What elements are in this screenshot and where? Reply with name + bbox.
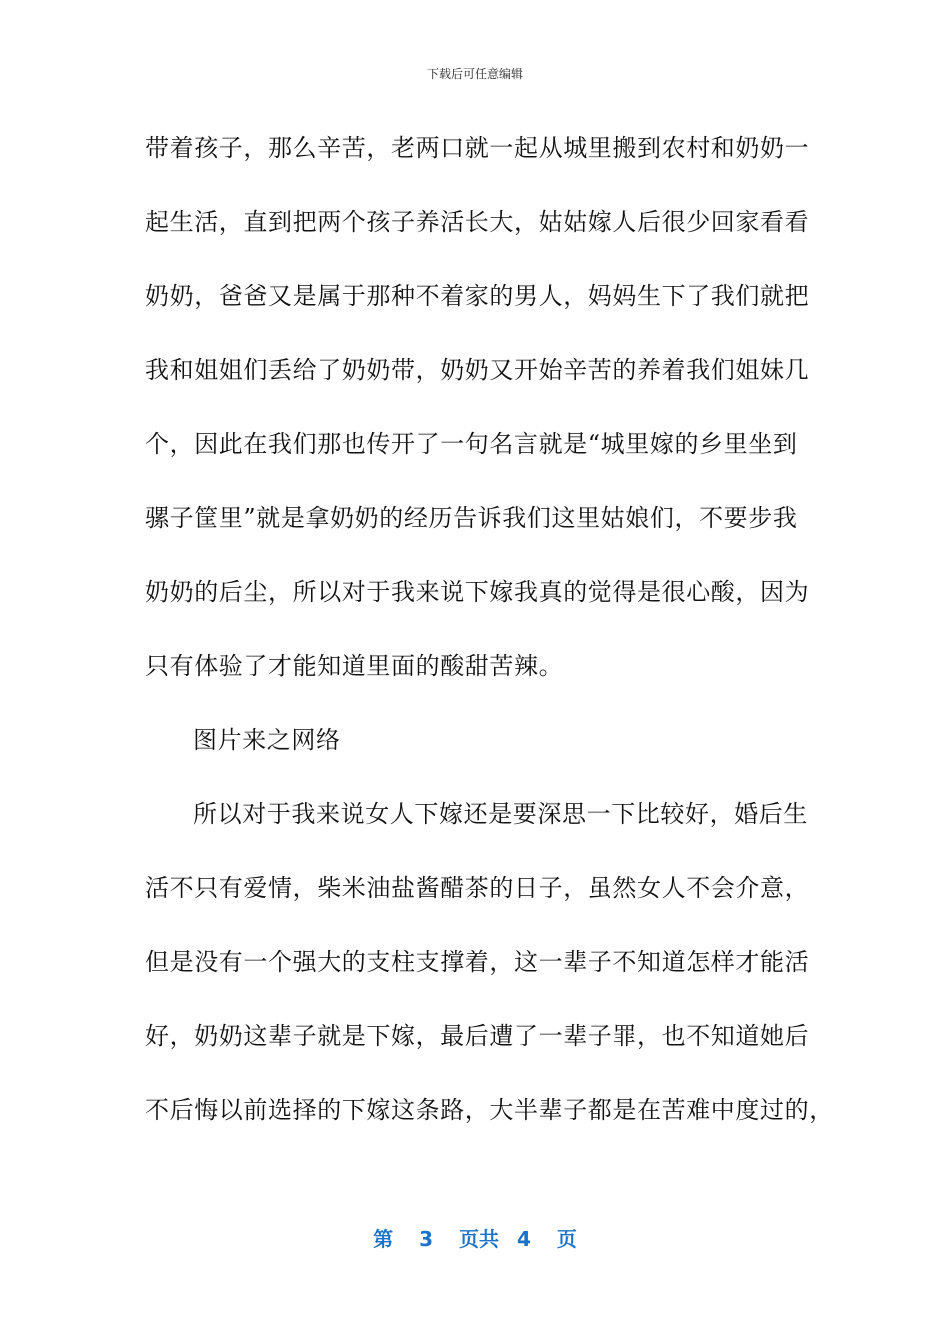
footer-suffix: 页: [556, 1227, 577, 1251]
text-line: 但是没有一个强大的支柱支撑着，这一辈子不知道怎样才能活: [145, 948, 810, 976]
text-line: 好，奶奶这辈子就是下嫁，最后遭了一辈子罪，也不知道她后: [145, 1022, 810, 1050]
footer-prefix: 第: [373, 1227, 394, 1251]
header-note: 下载后可任意编辑: [426, 67, 523, 81]
text-line: 我和姐姐们丢给了奶奶带，奶奶又开始辛苦的养着我们姐妹几: [145, 356, 810, 384]
text-line: 奶奶的后尘，所以对于我来说下嫁我真的觉得是很心酸，因为: [145, 578, 810, 606]
image-caption: 图片来之网络: [193, 726, 341, 754]
text-line: 带着孩子，那么辛苦，老两口就一起从城里搬到农村和奶奶一: [145, 134, 810, 162]
text-line: 奶奶，爸爸又是属于那种不着家的男人，妈妈生下了我们就把: [145, 282, 810, 310]
current-page-number: 3: [419, 1227, 433, 1251]
text-line: 个，因此在我们那也传开了一句名言就是“城里嫁的乡里坐到: [145, 430, 798, 458]
page-footer: [0, 1226, 950, 1252]
total-pages-number: 4: [517, 1227, 531, 1251]
text-line: 活不只有爱情，柴米油盐酱醋茶的日子，虽然女人不会介意，: [145, 874, 810, 902]
text-line: 骡子筐里”就是拿奶奶的经历告诉我们这里姑娘们，不要步我: [145, 504, 798, 532]
text-line: 起生活，直到把两个孩子养活长大，姑姑嫁人后很少回家看看: [145, 208, 810, 236]
paragraph-start-line: 所以对于我来说女人下嫁还是要深思一下比较好，婚后生: [193, 800, 808, 828]
text-line: 只有体验了才能知道里面的酸甜苦辣。: [145, 652, 564, 680]
footer-middle: 页共: [459, 1227, 499, 1251]
text-line: 不后悔以前选择的下嫁这条路，大半辈子都是在苦难中度过的，: [145, 1096, 834, 1124]
